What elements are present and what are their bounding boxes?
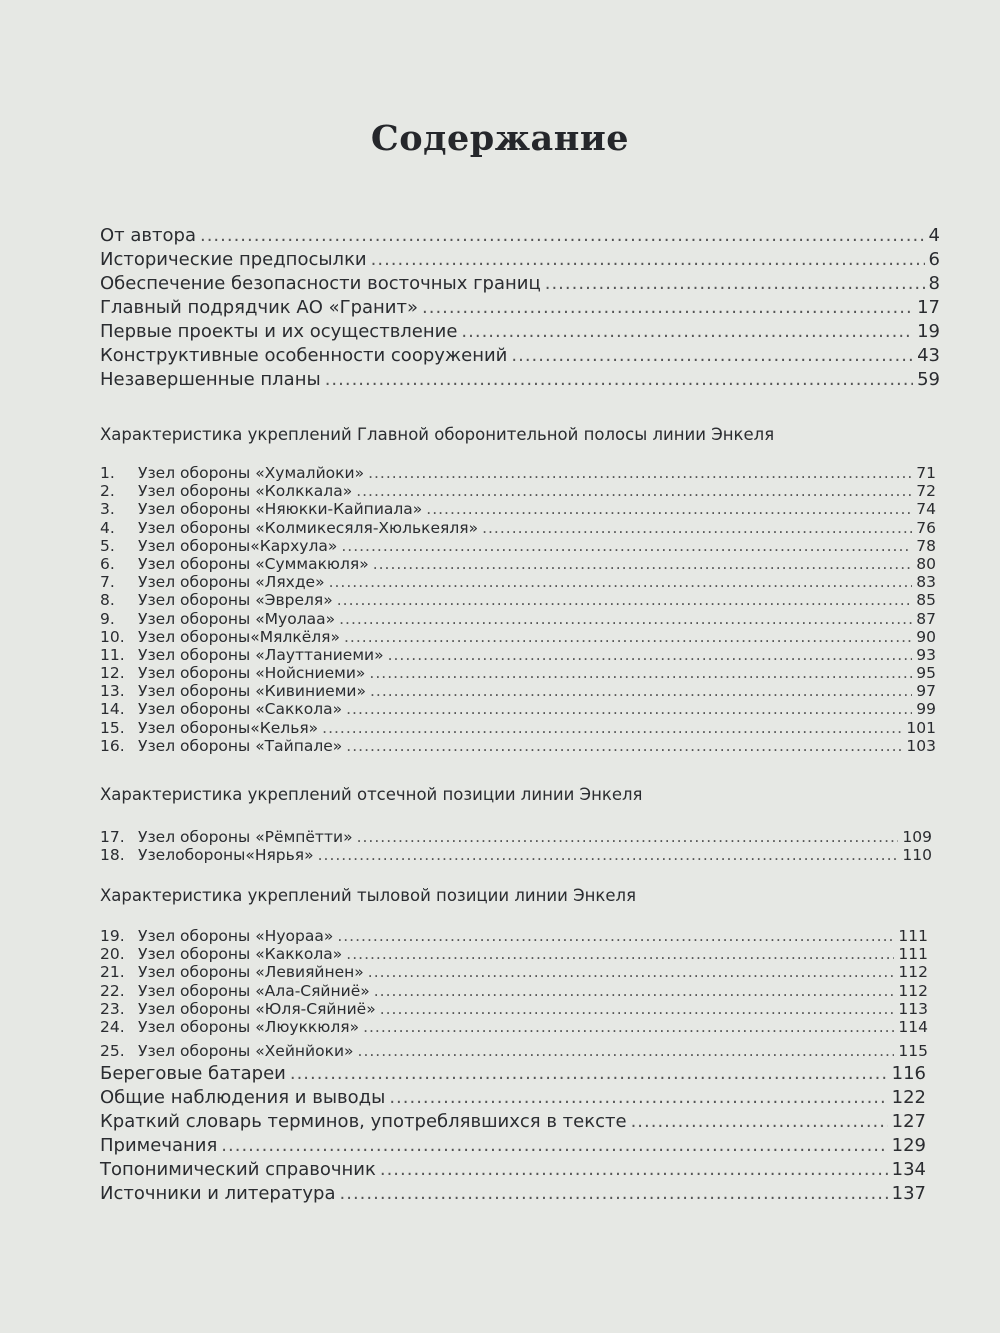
entry-title: Узел обороны «Суммакюля» — [138, 554, 369, 573]
dot-leader — [422, 296, 913, 320]
toc-entry — [100, 664, 936, 682]
entry-title: Конструктивные особенности сооружений — [100, 345, 508, 366]
entry-title: Узел обороны «Муолаа» — [138, 609, 336, 628]
entry-page: 80 — [916, 554, 936, 573]
entry-page: 110 — [902, 846, 932, 865]
entry-number: 7. — [100, 573, 115, 592]
entry-page: 85 — [916, 591, 936, 610]
entry-page: 97 — [916, 682, 936, 701]
entry-number: 18. — [100, 846, 125, 865]
dot-leader — [337, 927, 894, 945]
dot-leader — [356, 482, 912, 500]
entry-number: 19. — [100, 927, 125, 945]
section-heading: Характеристика укреплений Главной оборонительной полосы линии Энкеля — [100, 425, 775, 444]
dot-leader — [341, 537, 912, 555]
entry-page: 99 — [916, 700, 936, 719]
entry-number: 21. — [100, 963, 125, 982]
entry-number: 6. — [100, 554, 115, 573]
dot-leader — [357, 828, 899, 846]
entry-title: Узел обороны «Саккола» — [138, 700, 343, 719]
entry-page: 115 — [898, 1042, 928, 1061]
entry-title: Узел обороны «Эвреля» — [138, 591, 333, 610]
entry-page: 112 — [898, 981, 928, 1000]
dot-leader — [461, 320, 913, 344]
entry-page: 129 — [891, 1135, 926, 1156]
toc-entry — [100, 344, 940, 368]
entry-number: 8. — [100, 591, 115, 610]
entry-page: 87 — [916, 609, 936, 628]
entry-page: 17 — [917, 297, 940, 318]
entry-page: 122 — [891, 1087, 926, 1108]
toc-entry — [100, 737, 936, 755]
entry-page: 19 — [917, 321, 940, 342]
toc-entry — [100, 537, 936, 555]
dot-leader — [380, 1000, 895, 1018]
page-title: Содержание — [370, 118, 630, 159]
dot-leader — [318, 846, 899, 864]
entry-number: 3. — [100, 500, 115, 519]
entry-title: Узел обороны «Колккала» — [138, 482, 353, 501]
entry-title: Краткий словарь терминов, употреблявшихся в тексте — [100, 1111, 627, 1132]
dot-leader — [340, 1182, 888, 1206]
entry-page: 113 — [898, 999, 928, 1018]
dot-leader — [373, 555, 913, 573]
entry-page: 83 — [916, 573, 936, 592]
toc-entry — [100, 719, 936, 737]
entry-title: Береговые батареи — [100, 1063, 286, 1084]
entry-title: От автора — [100, 225, 196, 246]
dot-leader — [371, 248, 925, 272]
dot-leader — [631, 1110, 888, 1134]
entry-title: Узел обороны «Юля-Сяйниё» — [138, 999, 376, 1018]
entry-page: 76 — [916, 518, 936, 537]
entry-title: Обеспечение безопасности восточных границ — [100, 273, 541, 294]
entry-number: 4. — [100, 518, 115, 537]
toc-entry — [100, 828, 932, 846]
entry-page: 114 — [898, 1017, 928, 1036]
toc-entry — [100, 1158, 926, 1182]
toc-entry — [100, 320, 940, 344]
dot-leader — [346, 945, 894, 963]
entry-title: Исторические предпосылки — [100, 249, 367, 270]
dot-leader — [221, 1134, 887, 1158]
dot-leader — [200, 224, 925, 248]
dot-leader — [358, 1042, 895, 1060]
toc-entry — [100, 1086, 926, 1110]
dot-leader — [545, 272, 925, 296]
entry-page: 109 — [902, 828, 932, 846]
toc-entry — [100, 700, 936, 718]
entry-number: 5. — [100, 536, 115, 555]
dot-leader — [368, 963, 895, 981]
entry-title: Узел обороны «Тайпале» — [138, 736, 343, 755]
entry-title: Узел обороны «Каккола» — [138, 945, 343, 964]
entry-title: Узел обороны «Колмикесяля-Хюлькеяля» — [138, 518, 479, 537]
entry-title: Узел обороны «Ляхде» — [138, 573, 325, 592]
entry-page: 78 — [916, 536, 936, 555]
entry-number: 24. — [100, 1017, 125, 1036]
entry-number: 12. — [100, 664, 125, 683]
entry-number: 10. — [100, 627, 125, 646]
dot-leader — [368, 464, 912, 482]
entry-title: Главный подрядчик АО «Гранит» — [100, 297, 418, 318]
dot-leader — [374, 982, 895, 1000]
toc-entry — [100, 464, 936, 482]
toc-entry — [100, 368, 940, 392]
entry-page: 111 — [898, 927, 928, 945]
dot-leader — [346, 737, 902, 755]
toc-entry — [100, 945, 928, 963]
entry-number: 17. — [100, 828, 125, 846]
entry-number: 14. — [100, 700, 125, 719]
entry-title: Узел обороны «Кивиниеми» — [138, 682, 366, 701]
entry-page: 111 — [898, 945, 928, 964]
dot-leader — [426, 500, 912, 518]
entry-page: 134 — [891, 1159, 926, 1180]
entry-page: 8 — [928, 273, 940, 294]
entry-number: 16. — [100, 736, 125, 755]
dot-leader — [337, 591, 913, 609]
entry-title: Узел обороны«Кархула» — [138, 536, 338, 555]
toc-entry — [100, 982, 928, 1000]
entry-title: Общие наблюдения и выводы — [100, 1087, 386, 1108]
entry-title: Узел обороны«Келья» — [138, 718, 319, 737]
entry-title: Примечания — [100, 1135, 218, 1156]
entry-page: 103 — [906, 736, 936, 755]
toc-section-2-items — [100, 828, 932, 864]
dot-leader — [388, 646, 913, 664]
toc-section-2 — [100, 784, 940, 806]
entry-number: 25. — [100, 1042, 125, 1061]
entry-page: 72 — [916, 482, 936, 501]
entry-number: 11. — [100, 645, 125, 664]
toc-entry — [100, 1110, 926, 1134]
dot-leader — [339, 610, 912, 628]
entry-title: Узел обороны «Хейнйоки» — [138, 1042, 354, 1061]
toc-entry — [100, 1134, 926, 1158]
entry-page: 71 — [916, 464, 936, 482]
toc-entry — [100, 224, 940, 248]
entry-page: 137 — [891, 1183, 926, 1204]
toc-entry — [100, 500, 936, 518]
toc-entry — [100, 927, 928, 945]
entry-number: 2. — [100, 482, 115, 501]
entry-title: Узелобороны«Нярья» — [138, 846, 314, 865]
toc-entry — [100, 1000, 928, 1018]
entry-page: 127 — [891, 1111, 926, 1132]
entry-page: 74 — [916, 500, 936, 519]
dot-leader — [511, 344, 913, 368]
dot-leader — [389, 1086, 887, 1110]
entry-title: Узел обороны «Нуораа» — [138, 927, 334, 945]
dot-leader — [363, 1018, 894, 1036]
section-heading: Характеристика укреплений отсечной позиции линии Энкеля — [100, 785, 643, 804]
dot-leader — [346, 700, 912, 718]
toc-entry — [100, 1042, 928, 1060]
entry-page: 101 — [906, 718, 936, 737]
entry-title: Узел обороны «Люуккюля» — [138, 1017, 360, 1036]
entry-title: Источники и литература — [100, 1183, 336, 1204]
entry-page: 90 — [916, 627, 936, 646]
toc-section-3 — [100, 885, 940, 907]
entry-page: 116 — [891, 1063, 926, 1084]
dot-leader — [380, 1158, 888, 1182]
entry-title: Узел обороны «Лауттаниеми» — [138, 645, 384, 664]
toc-entry — [100, 682, 936, 700]
entry-page: 59 — [917, 369, 940, 390]
entry-page: 4 — [928, 225, 940, 246]
section-heading: Характеристика укреплений тыловой позиции линии Энкеля — [100, 886, 636, 905]
dot-leader — [369, 664, 912, 682]
entry-number: 20. — [100, 945, 125, 964]
entry-number: 23. — [100, 999, 125, 1018]
toc-entry — [100, 519, 936, 537]
entry-title: Топонимический справочник — [100, 1159, 376, 1180]
entry-title: Узел обороны «Рёмпётти» — [138, 828, 353, 846]
entry-title: Незавершенные планы — [100, 369, 321, 390]
dot-leader — [344, 628, 912, 646]
entry-number: 1. — [100, 464, 115, 482]
dot-leader — [482, 519, 912, 537]
toc-entry — [100, 1182, 926, 1206]
toc-entry — [100, 482, 936, 500]
toc-outro — [100, 1062, 926, 1206]
toc-entry — [100, 573, 936, 591]
toc-entry — [100, 555, 936, 573]
toc-intro — [100, 224, 940, 392]
entry-page: 93 — [916, 645, 936, 664]
entry-page: 6 — [928, 249, 940, 270]
toc-entry — [100, 591, 936, 609]
entry-title: Узел обороны «Хумалйоки» — [138, 464, 365, 482]
entry-page: 112 — [898, 963, 928, 982]
dot-leader — [322, 719, 902, 737]
toc-entry — [100, 610, 936, 628]
toc-entry — [100, 296, 940, 320]
toc-section-1 — [100, 424, 940, 446]
entry-number: 13. — [100, 682, 125, 701]
entry-title: Узел обороны «Ала-Сяйниё» — [138, 981, 370, 1000]
entry-title: Узел обороны«Мялкёля» — [138, 627, 340, 646]
entry-number: 15. — [100, 718, 125, 737]
dot-leader — [290, 1062, 888, 1086]
toc-entry — [100, 1062, 926, 1086]
dot-leader — [325, 368, 913, 392]
toc-entry — [100, 248, 940, 272]
entry-page: 43 — [917, 345, 940, 366]
toc-entry — [100, 846, 932, 864]
entry-title: Узел обороны «Левияйнен» — [138, 963, 364, 982]
toc-section-3-items — [100, 927, 928, 1060]
entry-page: 95 — [916, 664, 936, 683]
toc-entry — [100, 646, 936, 664]
entry-title: Узел обороны «Няюкки-Кайпиала» — [138, 500, 423, 519]
toc-entry — [100, 628, 936, 646]
dot-leader — [370, 682, 912, 700]
toc-entry — [100, 963, 928, 981]
entry-number: 9. — [100, 609, 115, 628]
entry-title: Первые проекты и их осуществление — [100, 321, 458, 342]
dot-leader — [329, 573, 913, 591]
entry-number: 22. — [100, 981, 125, 1000]
toc-section-1-items — [100, 464, 936, 755]
entry-title: Узел обороны «Нойсниеми» — [138, 664, 366, 683]
toc-entry — [100, 272, 940, 296]
toc-entry — [100, 1018, 928, 1036]
